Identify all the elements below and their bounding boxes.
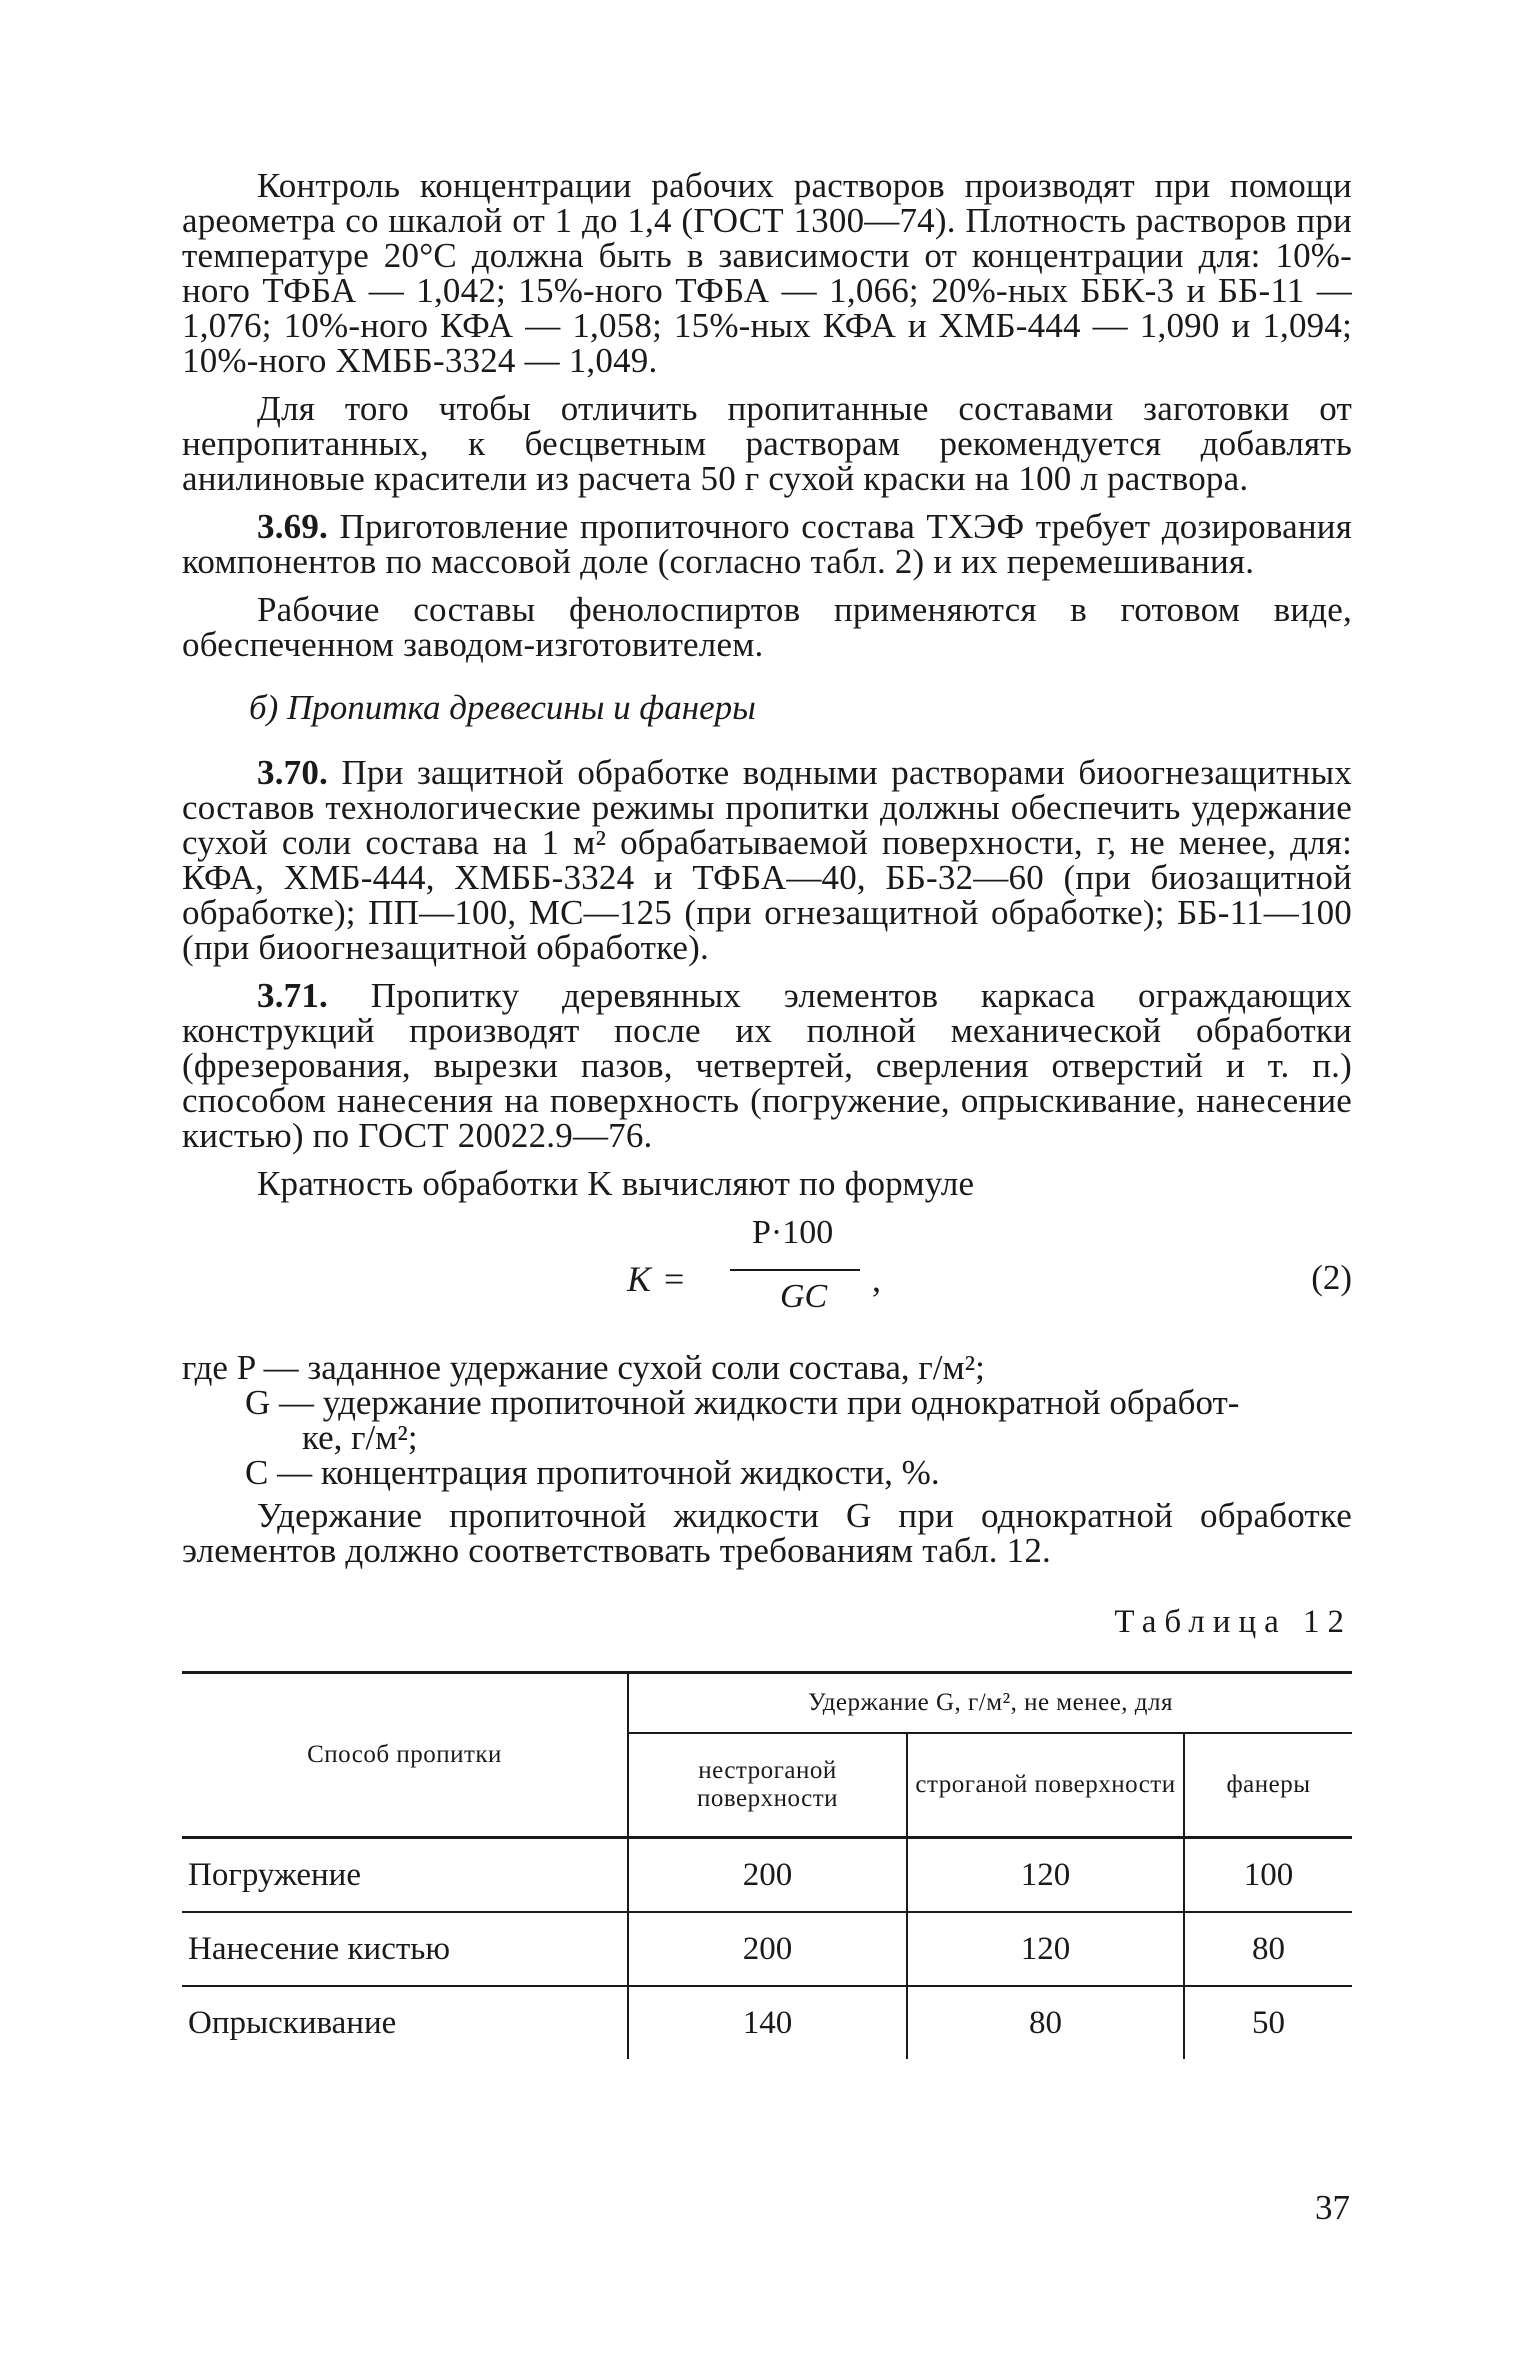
cell-planed: 80 bbox=[907, 1986, 1184, 2059]
clause-number: 3.71. bbox=[257, 976, 328, 1015]
table-row bbox=[182, 1912, 1352, 1986]
row-method: Опрыскивание bbox=[188, 2004, 397, 2041]
paragraph-phenol-alcohols: Рабочие составы фенолоспиртов применяются в готовом виде, обеспеченном заводом-изготовителем. bbox=[182, 590, 1352, 664]
paragraph-3-71 bbox=[182, 978, 1352, 1153]
paragraph-text: Приготовление пропиточного состава ТХЭФ требует дозирования компонентов по массовой доле (согласно табл. 2) и их перемешивания. bbox=[182, 507, 1352, 581]
retention-table bbox=[182, 1671, 1352, 2059]
paragraph-text: При защитной обработке водными растворами биоогнезащитных составов технологические режимы пропитки должны обеспечить удержание сухой соли состава на 1 м² обрабатываемой поверхности, г, не менее, для: КФА, ХМБ-444, ХМББ-3324 и ТФБА—40, ББ-32—60 (при биозащитной обработке); ПП—100, МС—125 (при огнезащитной обработке); ББ-11—100 (при биоогнезащитной обработке). bbox=[182, 753, 1352, 967]
cell-unplaned: 200 bbox=[628, 1838, 907, 1913]
formula-lhs: K bbox=[627, 1259, 652, 1299]
formula-numerator: P·100 bbox=[752, 1214, 834, 1251]
cell-unplaned: 140 bbox=[628, 1986, 907, 2059]
paragraph-text: Пропитку деревянных элементов каркаса ограждающих конструкций производят после их полной механической обработки (фрезерования, вырезки пазов, четвертей, сверления отверстий и т. п.) способом нанесения на поверхность (погружение, опрыскивание, нанесение кистью) по ГОСТ 20022.9—76. bbox=[182, 976, 1352, 1155]
table-caption: Таблица 12 bbox=[1114, 1604, 1352, 1640]
formula-comma: , bbox=[872, 1259, 881, 1299]
paragraph-3-69 bbox=[182, 509, 1352, 579]
header-unplaned: нестроганой поверхности bbox=[628, 1733, 907, 1836]
paragraph-formula-intro: Кратность обработки K вычисляют по формуле bbox=[257, 1164, 975, 1203]
table-row bbox=[182, 1986, 1352, 2059]
formula-number: (2) bbox=[1311, 1258, 1352, 1297]
formula-2 bbox=[182, 1214, 1352, 1324]
definition-g-cont: ке, г/м²; bbox=[302, 1418, 418, 1457]
header-method: Способ пропитки bbox=[182, 1673, 628, 1837]
formula-denominator: GC bbox=[780, 1278, 828, 1315]
table-row bbox=[182, 1838, 1352, 1913]
section-heading: б) Пропитка древесины и фанеры bbox=[249, 688, 756, 727]
clause-number: 3.70. bbox=[257, 753, 328, 792]
row-method: Погружение bbox=[182, 1838, 628, 1913]
paragraph-density-control: Контроль концентрации рабочих растворов производят при помощи ареометра со шкалой от 1 до 1,4 (ГОСТ 1300—74). Плотность растворов при температуре 20°С должна быть в зависимости от концентрации для: 10%-ного ТФБА — 1,042; 15%-ного ТФБА — 1,066; 20%-ных ББК-3 и ББ-11 — 1,076; 10%-ного КФА — 1,058; 15%-ных КФА и ХМБ-444 — 1,090 и 1,094; 10%-ного ХМББ-3324 — 1,049. bbox=[182, 166, 1352, 380]
paragraph-3-70 bbox=[182, 755, 1352, 965]
cell-plywood: 50 bbox=[1184, 1986, 1352, 2059]
definition-p: где P — заданное удержание сухой соли состава, г/м²; bbox=[182, 1348, 985, 1387]
row-method: Нанесение кистью bbox=[182, 1912, 628, 1986]
header-planed: строганой поверхности bbox=[907, 1733, 1184, 1836]
definition-c: C — концентрация пропиточной жидкости, %. bbox=[245, 1453, 940, 1492]
header-plywood: фанеры bbox=[1184, 1733, 1352, 1836]
definition-g: G — удержание пропиточной жидкости при однократной обработ- bbox=[245, 1383, 1240, 1422]
paragraph-dye: Для того чтобы отличить пропитанные составами заготовки от непропитанных, к бесцветным растворам рекомендуется добавлять анилиновые красители из расчета 50 г сухой краски на 100 л раствора. bbox=[182, 389, 1352, 498]
clause-number: 3.69. bbox=[257, 507, 328, 546]
cell-planed: 120 bbox=[907, 1838, 1184, 1913]
cell-plywood: 100 bbox=[1184, 1838, 1352, 1913]
paragraph-table-ref: Удержание пропиточной жидкости G при однократной обработке элементов должно соответствовать требованиям табл. 12. bbox=[182, 1496, 1352, 1570]
formula-equals: = bbox=[664, 1259, 685, 1299]
page-number: 37 bbox=[1315, 2188, 1350, 2227]
header-retention: Удержание G, г/м², не менее, для bbox=[628, 1673, 1352, 1734]
cell-unplaned: 200 bbox=[628, 1912, 907, 1986]
cell-planed: 120 bbox=[907, 1912, 1184, 1986]
cell-plywood: 80 bbox=[1184, 1912, 1352, 1986]
page-content bbox=[182, 168, 1352, 2059]
fraction-bar bbox=[730, 1269, 860, 1271]
